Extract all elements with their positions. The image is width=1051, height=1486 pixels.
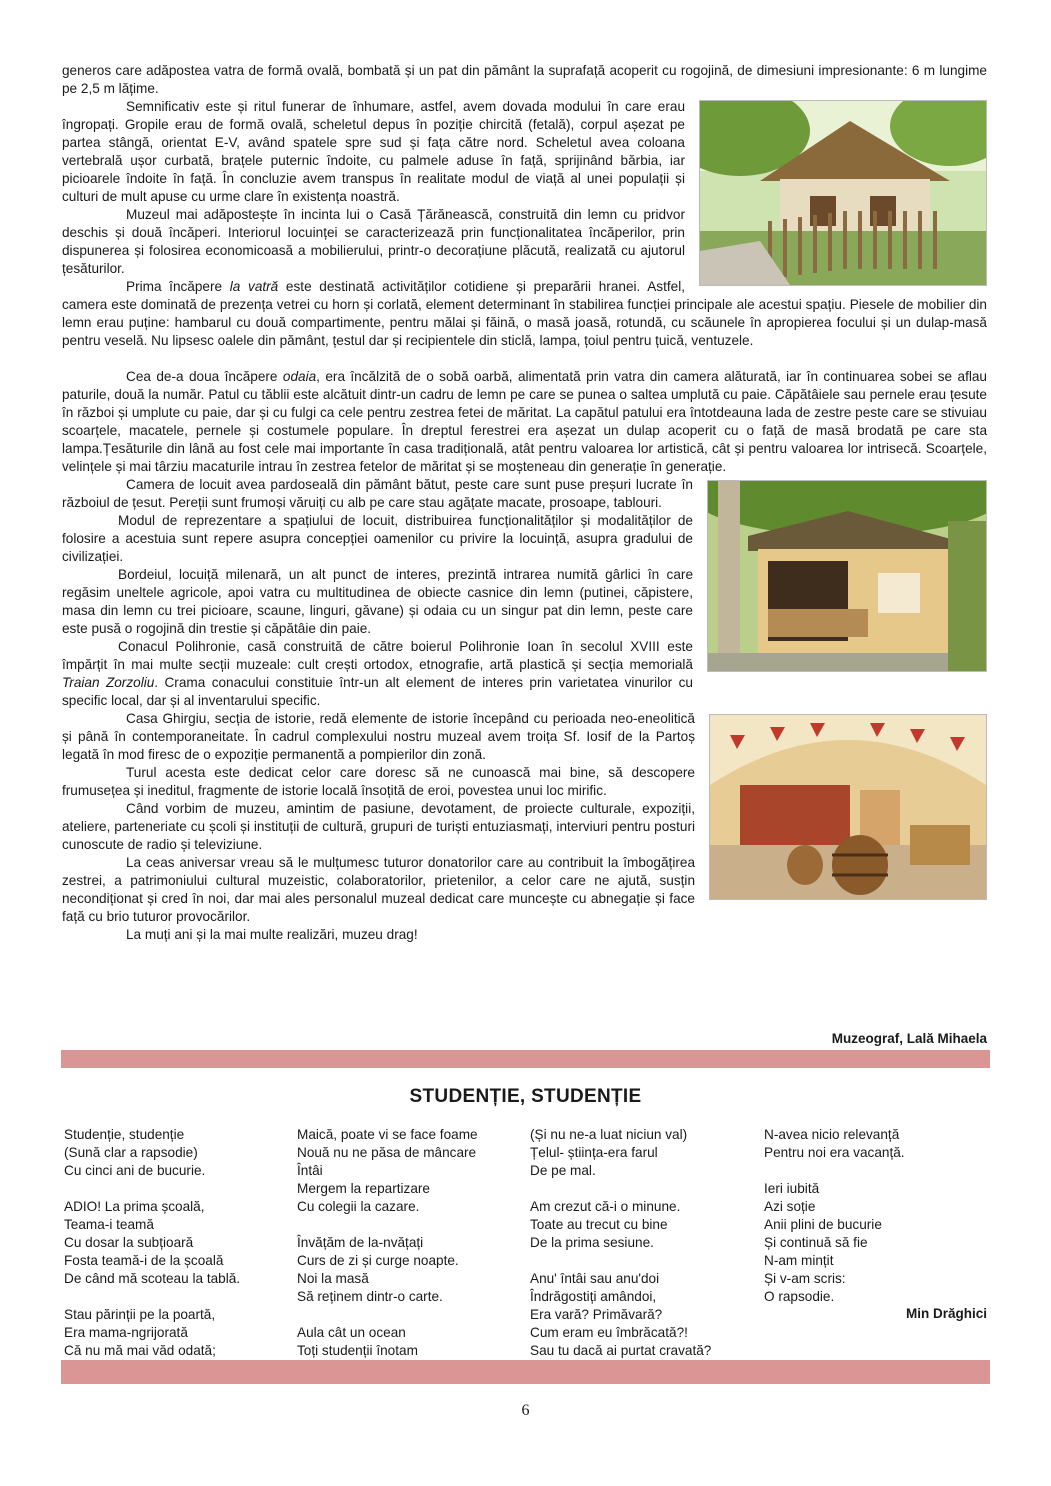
article-paragraph: Turul acesta este dedicat celor care doresc să ne cunoască mai bine, să descopere frumusețea și ineditul, fragmente de istorie locală însoțită de eroi, povestea unui loc mirific. xyxy=(62,765,695,798)
poem-line: O rapsodie. xyxy=(764,1289,835,1304)
poem-line xyxy=(297,1216,478,1234)
article-paragraph: Semnificativ este și ritul funerar de înhumare, astfel, avem dovada modului în care erau îngropați. Gropile erau de formă ovală, scheletul depus în poziție chircită (fetală), corpul așezat pe partea stângă, orientat E-V, având spatele spre sud și fața către nord. Scheletul avea coloana vertebrală ușor curbată, brațele puternic îndoite, cu palmele aduse în față, sprijinând bărbia, iar picioarele îndoite în față. În concluzie avem transpus în realitate modul de viață al unei populații și culturi de mult apuse cu urme clare în existența noastră. xyxy=(62,99,685,204)
article-text: , era încălzită de o sobă oarbă, alimentată prin vatra din camera alăturată, iar în continuarea sobei se aflau paturile, două la număr. Patul cu tăblii este alcătuit dintr-un cadru de lemn pe care se punea o saltea umplută cu paie. Căpătâiele sau pernele erau țesute în război și umplute cu paie, dar și cu fulgi ca cele pentru zestrea fetei de măritat. La capătul patului era întotdeauna lada de zestre peste care se stivuiau scoarțele, macatele, pernele și costumele populare. În dreptul ferestrei era așezat un dulap acoperit cu o față de masă brodată pe care sta lampa.Țesăturile din lână au fost cele mai importante în casa tradițională, atât pentru valoarea lor artistică, cât și pentru valoarea lor intrisecă. Scoarțele, velințele și mai târziu macaturile intrau în zestrea fetelor de măritat și se moșteneau din generație în generație. xyxy=(62,369,987,474)
poem-signature: Min Drăghici xyxy=(905,1306,987,1321)
article-text: . Crama conacului constituie într-un alt element de interes prin varietatea vinurilor cu specific local, dar și al inventarului specific. xyxy=(62,675,693,708)
poem-line: Studenție, studenție xyxy=(64,1127,185,1142)
article-paragraph: Camera de locuit avea pardoseală din pământ bătut, peste care sunt puse preșuri lucrate în războiul de țesut. Pereții sunt frumoși văruiți cu alb pe care stau agățate macate, prosoape, tablouri. xyxy=(62,477,693,510)
poem-column-1 xyxy=(64,1126,240,1360)
wine-cellar-photo xyxy=(709,714,987,900)
poem-line: Întâi xyxy=(297,1163,323,1178)
poem-line: Maică, poate vi se face foame xyxy=(297,1127,478,1142)
poem-line: De când mă scoteau la tablă. xyxy=(64,1271,241,1286)
article-emphasis: la vatră xyxy=(229,279,279,294)
poem-line xyxy=(297,1306,478,1324)
article-emphasis: Traian Zorzoliu xyxy=(62,675,155,690)
poem-line: Am crezut că-i o minune. xyxy=(530,1199,681,1214)
article-author: Muzeograf, Lală Mihaela xyxy=(831,1031,987,1046)
poem-line: (Sună clar a rapsodie) xyxy=(64,1145,198,1160)
poem-line xyxy=(530,1180,711,1198)
poem-line: Toate au trecut cu bine xyxy=(530,1217,668,1232)
article-emphasis: odaia xyxy=(282,369,317,384)
poem-column-2 xyxy=(297,1126,478,1360)
poem-line: Nouă nu ne păsa de mâncare xyxy=(297,1145,477,1160)
poem-line: Să reținem dintr-o carte. xyxy=(297,1289,443,1304)
poem-line: Cu cinci ani de bucurie. xyxy=(64,1163,206,1178)
poem-line xyxy=(530,1252,711,1270)
poem-line: Stau părinții pe la poartă, xyxy=(64,1307,216,1322)
poem-line: Azi soție xyxy=(764,1199,816,1214)
poem-line: Cu colegii la cazare. xyxy=(297,1199,420,1214)
article-paragraph: La ceas aniversar vreau să le mulțumesc tuturor donatorilor care au contribuit la îmbogățirea zestrei, a patrimoniului cultural muzeistic, colaboratorilor, prietenilor, a celor care ne ajută, susțin necondiționat și cred în noi, dar mai ales personalul muzeal dedicat care muncește cu abnegație și face față cu brio tuturor provocărilor. xyxy=(62,855,695,924)
poem-line: Anu' întâi sau anu'doi xyxy=(530,1271,660,1286)
article-text: Cea de-a doua încăpere xyxy=(126,369,283,384)
poem-line: Cum eram eu îmbrăcată?! xyxy=(530,1325,688,1340)
article-paragraph: La muți ani și la mai multe realizări, muzeu drag! xyxy=(126,927,418,942)
poem-line: Și v-am scris: xyxy=(764,1271,846,1286)
article-paragraph: Când vorbim de muzeu, amintim de pasiune, devotament, de proiecte culturale, expoziții, ateliere, parteneriate cu școli și instituții de cultură, grupuri de turiști entuziasmați, interviuri pentru posturi cunoscute de radio și televiziune. xyxy=(62,801,695,852)
section-divider xyxy=(61,1050,990,1068)
poem-line: Aula cât un ocean xyxy=(297,1325,406,1340)
poem-line: N-avea nicio relevanță xyxy=(764,1127,900,1142)
page-number: 6 xyxy=(521,1402,530,1419)
poem-line xyxy=(64,1288,240,1306)
section-divider xyxy=(61,1360,990,1384)
article-paragraph: Bordeiul, locuiță milenară, un alt punct de interes, prezintă intrarea numită gârlici în care regăsim uneltele agricole, apoi vatra cu multitudinea de obiecte casnice din lemn (putinei, căpistere, masa din lemn cu trei picioare, scaune, linguri, găvane) și odaia cu un singur pat din lemn, peste care este pusă o rogojină din trestie și căpătâie din paie. xyxy=(62,567,693,636)
poem-line: Fosta teamă-i de la școală xyxy=(64,1253,224,1268)
article-text: este destinată activităților cotidiene și preparării hranei. Astfel, camera este dominată de prezența vetrei cu horn și corlată, element determinant în stabilirea funcției principale ale acestui spațiu. Piesele de mobilier din lemn erau puține: hambarul cu două compartimente, pentru mălai și făină, o masă joasă, rotundă, cu scăunele în apropierea focului și un dulap-masă pentru veselă. Nu lipsesc oalele din pământ, țestul dar și recipientele din sticlă, lampa, țoiul pentru țuică, ventuzele. xyxy=(62,279,987,348)
poem-line: Curs de zi și curge noapte. xyxy=(297,1253,459,1268)
poem-line: Pentru noi era vacanță. xyxy=(764,1145,905,1160)
article-paragraph: Modul de reprezentare a spațiului de locuit, distribuirea funcționalităților și modalităților de folosire a acestuia sunt repere asupra concepției oamenilor cu privire la locuință, asupra gradului de civilizației. xyxy=(62,513,693,564)
poem-column-4 xyxy=(764,1126,905,1306)
poem-line: De pe mal. xyxy=(530,1163,596,1178)
poem-line: Ieri iubită xyxy=(764,1181,820,1196)
poem-line xyxy=(64,1180,240,1198)
poem-line: Era mama-ngrijorată xyxy=(64,1325,188,1340)
poem-line: Toți studenții înotam xyxy=(297,1343,418,1358)
poem-line: Și continuă să fie xyxy=(764,1235,868,1250)
poem-line xyxy=(764,1162,905,1180)
house-interior-photo xyxy=(707,480,987,672)
poem-line: (Și nu ne-a luat niciun val) xyxy=(530,1127,688,1142)
poem-line: Anii plini de bucurie xyxy=(764,1217,882,1232)
poem-line: Îndrăgostiți amândoi, xyxy=(530,1289,657,1304)
poem-line: Că nu mă mai văd odată; xyxy=(64,1343,216,1358)
article-paragraph: Muzeul mai adăpostește în incinta lui o Casă Țărănească, construită din lemn cu pridvor deschis și două încăperi. Interiorul locuinței se caracterizează prin funcționalitatea încăperilor, prin dispunerea și folosirea economicoasă a mobilierului, printr-o decorațiune plăcută, realizată cu ajutorul țesăturilor. xyxy=(62,207,685,276)
poem-line: De la prima sesiune. xyxy=(530,1235,654,1250)
poem-line: Sau tu dacă ai purtat cravată? xyxy=(530,1343,712,1358)
article-text: Prima încăpere xyxy=(126,279,230,294)
poem-line: Era vară? Primăvară? xyxy=(530,1307,663,1322)
poem-line: ADIO! La prima școală, xyxy=(64,1199,205,1214)
peasant-house-photo xyxy=(699,100,987,286)
poem-line: Noi la masă xyxy=(297,1271,369,1286)
poem-column-3 xyxy=(530,1126,711,1360)
poem-line: N-am mințit xyxy=(764,1253,834,1268)
poem-line: Mergem la repartizare xyxy=(297,1181,430,1196)
poem-line: Învățăm de la-nvățați xyxy=(297,1235,424,1250)
poem-line: Cu dosar la subțioară xyxy=(64,1235,194,1250)
poem-title: STUDENȚIE, STUDENȚIE xyxy=(409,1086,642,1107)
article-paragraph: Casa Ghirgiu, secția de istorie, redă elemente de istorie începând cu perioada neo-eneolitică și până în contemporaneitate. În cadrul complexului nostru muzeal avem troița Sf. Iosif de la Partoș legată în mod firesc de o expoziție permanentă a pompierilor din zonă. xyxy=(62,711,695,762)
article-paragraph: generos care adăpostea vatra de formă ovală, bombată și un pat din pământ la suprafață acoperit cu rogojină, de dimesiuni impresionante: 6 m lungime pe 2,5 m lățime. xyxy=(62,63,987,96)
poem-line: Țelul- știința-era farul xyxy=(530,1145,658,1160)
article-text: Conacul Polihronie, casă construită de către boierul Polihronie Ioan în secolul XVIII este împărțit în mai multe secții muzeale: cult crești ortodox, etnografie, artă plastică și secția memorială xyxy=(62,639,693,672)
poem-line: Teama-i teamă xyxy=(64,1217,154,1232)
museum-article xyxy=(62,62,987,944)
